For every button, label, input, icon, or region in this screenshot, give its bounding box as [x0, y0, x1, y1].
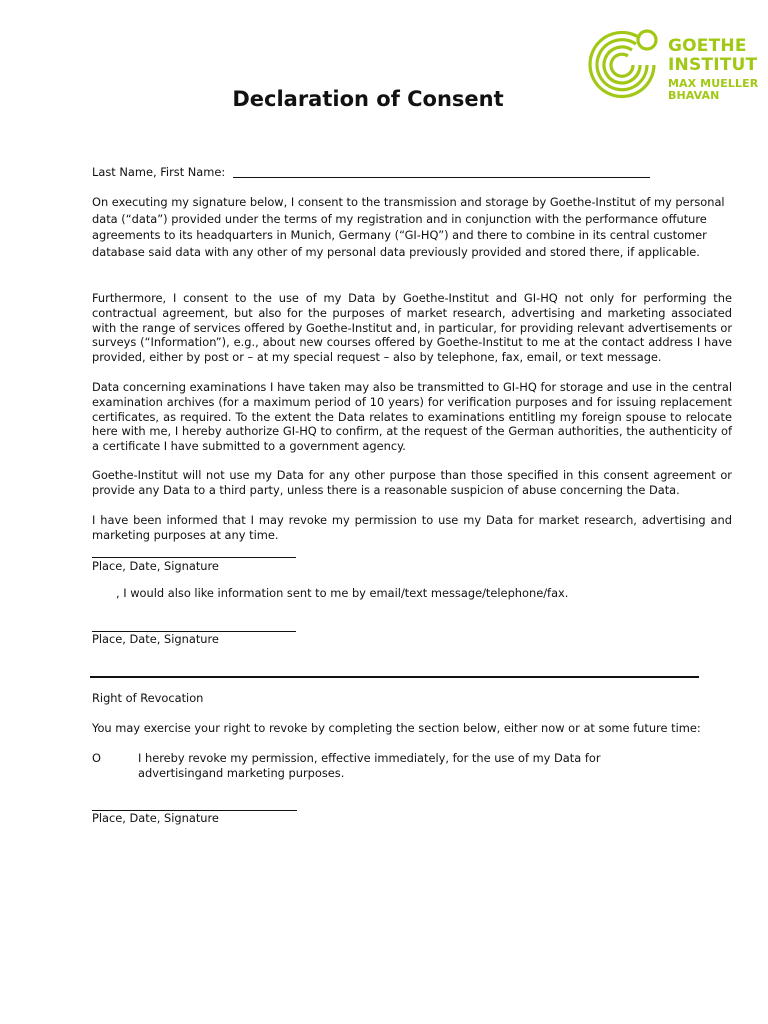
signature-label-2: Place, Date, Signature	[92, 632, 219, 646]
name-field-label: Last Name, First Name:	[92, 165, 226, 179]
consent-paragraph-4: Goethe-Institut will not use my Data for any other purpose than those specified in this consent agreement or provide any Data to a third party, unless there is a reasonable suspicion of abuse concerning the Data.	[92, 468, 732, 497]
extra-info-option: , I would also like information sent to me by email/text message/telephone/fax.	[116, 586, 569, 600]
consent-paragraph-2: Furthermore, I consent to the use of my Data by Goethe-Institut and GI-HQ not only for performing the contractual agreement, but also for the purposes of market research, advertising and marketing associated with the range of services offered by Goethe-Institut and, in particular, for providing relevant advertisements or surveys (“Information”), e.g., about new courses offered by Goethe-Institut to me at the contact address I have provided, either by post or – at my special request – also by telephone, fax, email, or text message.	[92, 291, 732, 365]
logo-name-line1: GOETHE	[668, 36, 747, 56]
revocation-heading: Right of Revocation	[92, 691, 204, 705]
consent-paragraph-1: On executing my signature below, I consent to the transmission and storage by Goethe-Institut of my personal data (“data”) provided under the terms of my registration and in conjunction with the performance offuture agreements to its headquarters in Munich, Germany (“GI-HQ”) and there to combine in its central customer database said data with any other of my personal data previously provided and stored there, if applicable.	[92, 195, 725, 259]
section-divider	[90, 676, 699, 678]
revocation-checkbox[interactable]: O	[92, 751, 101, 765]
revocation-intro: You may exercise your right to revoke by completing the section below, either now or at some future time:	[92, 721, 701, 735]
revocation-option-line1: I hereby revoke my permission, effective immediately, for the use of my Data for	[138, 751, 601, 765]
logo-name-line2: INSTITUT	[668, 55, 758, 75]
page-title: Declaration of Consent	[232, 87, 504, 111]
name-field-line[interactable]	[233, 177, 650, 178]
logo-sub-line1: MAX MUELLER	[668, 77, 759, 90]
signature-label-1: Place, Date, Signature	[92, 559, 219, 573]
consent-paragraph-5: I have been informed that I may revoke my permission to use my Data for market research, advertising and marketing purposes at any time.	[92, 513, 732, 542]
revocation-option-line2: advertisingand marketing purposes.	[138, 766, 345, 780]
consent-paragraph-3: Data concerning examinations I have taken may also be transmitted to GI-HQ for storage and use in the central examination archives (for a maximum period of 10 years) for verification purposes and for issuing replacement certificates, as required. To the extent the Data relates to examinations entitling my foreign spouse to relocate here with me, I hereby authorize GI-HQ to confirm, at the request of the German authorities, the authenticity of a certificate I have submitted to a government agency.	[92, 380, 732, 454]
signature-line-1[interactable]	[92, 557, 296, 558]
signature-label-3: Place, Date, Signature	[92, 811, 219, 825]
logo-sub-line2: BHAVAN	[668, 89, 720, 102]
